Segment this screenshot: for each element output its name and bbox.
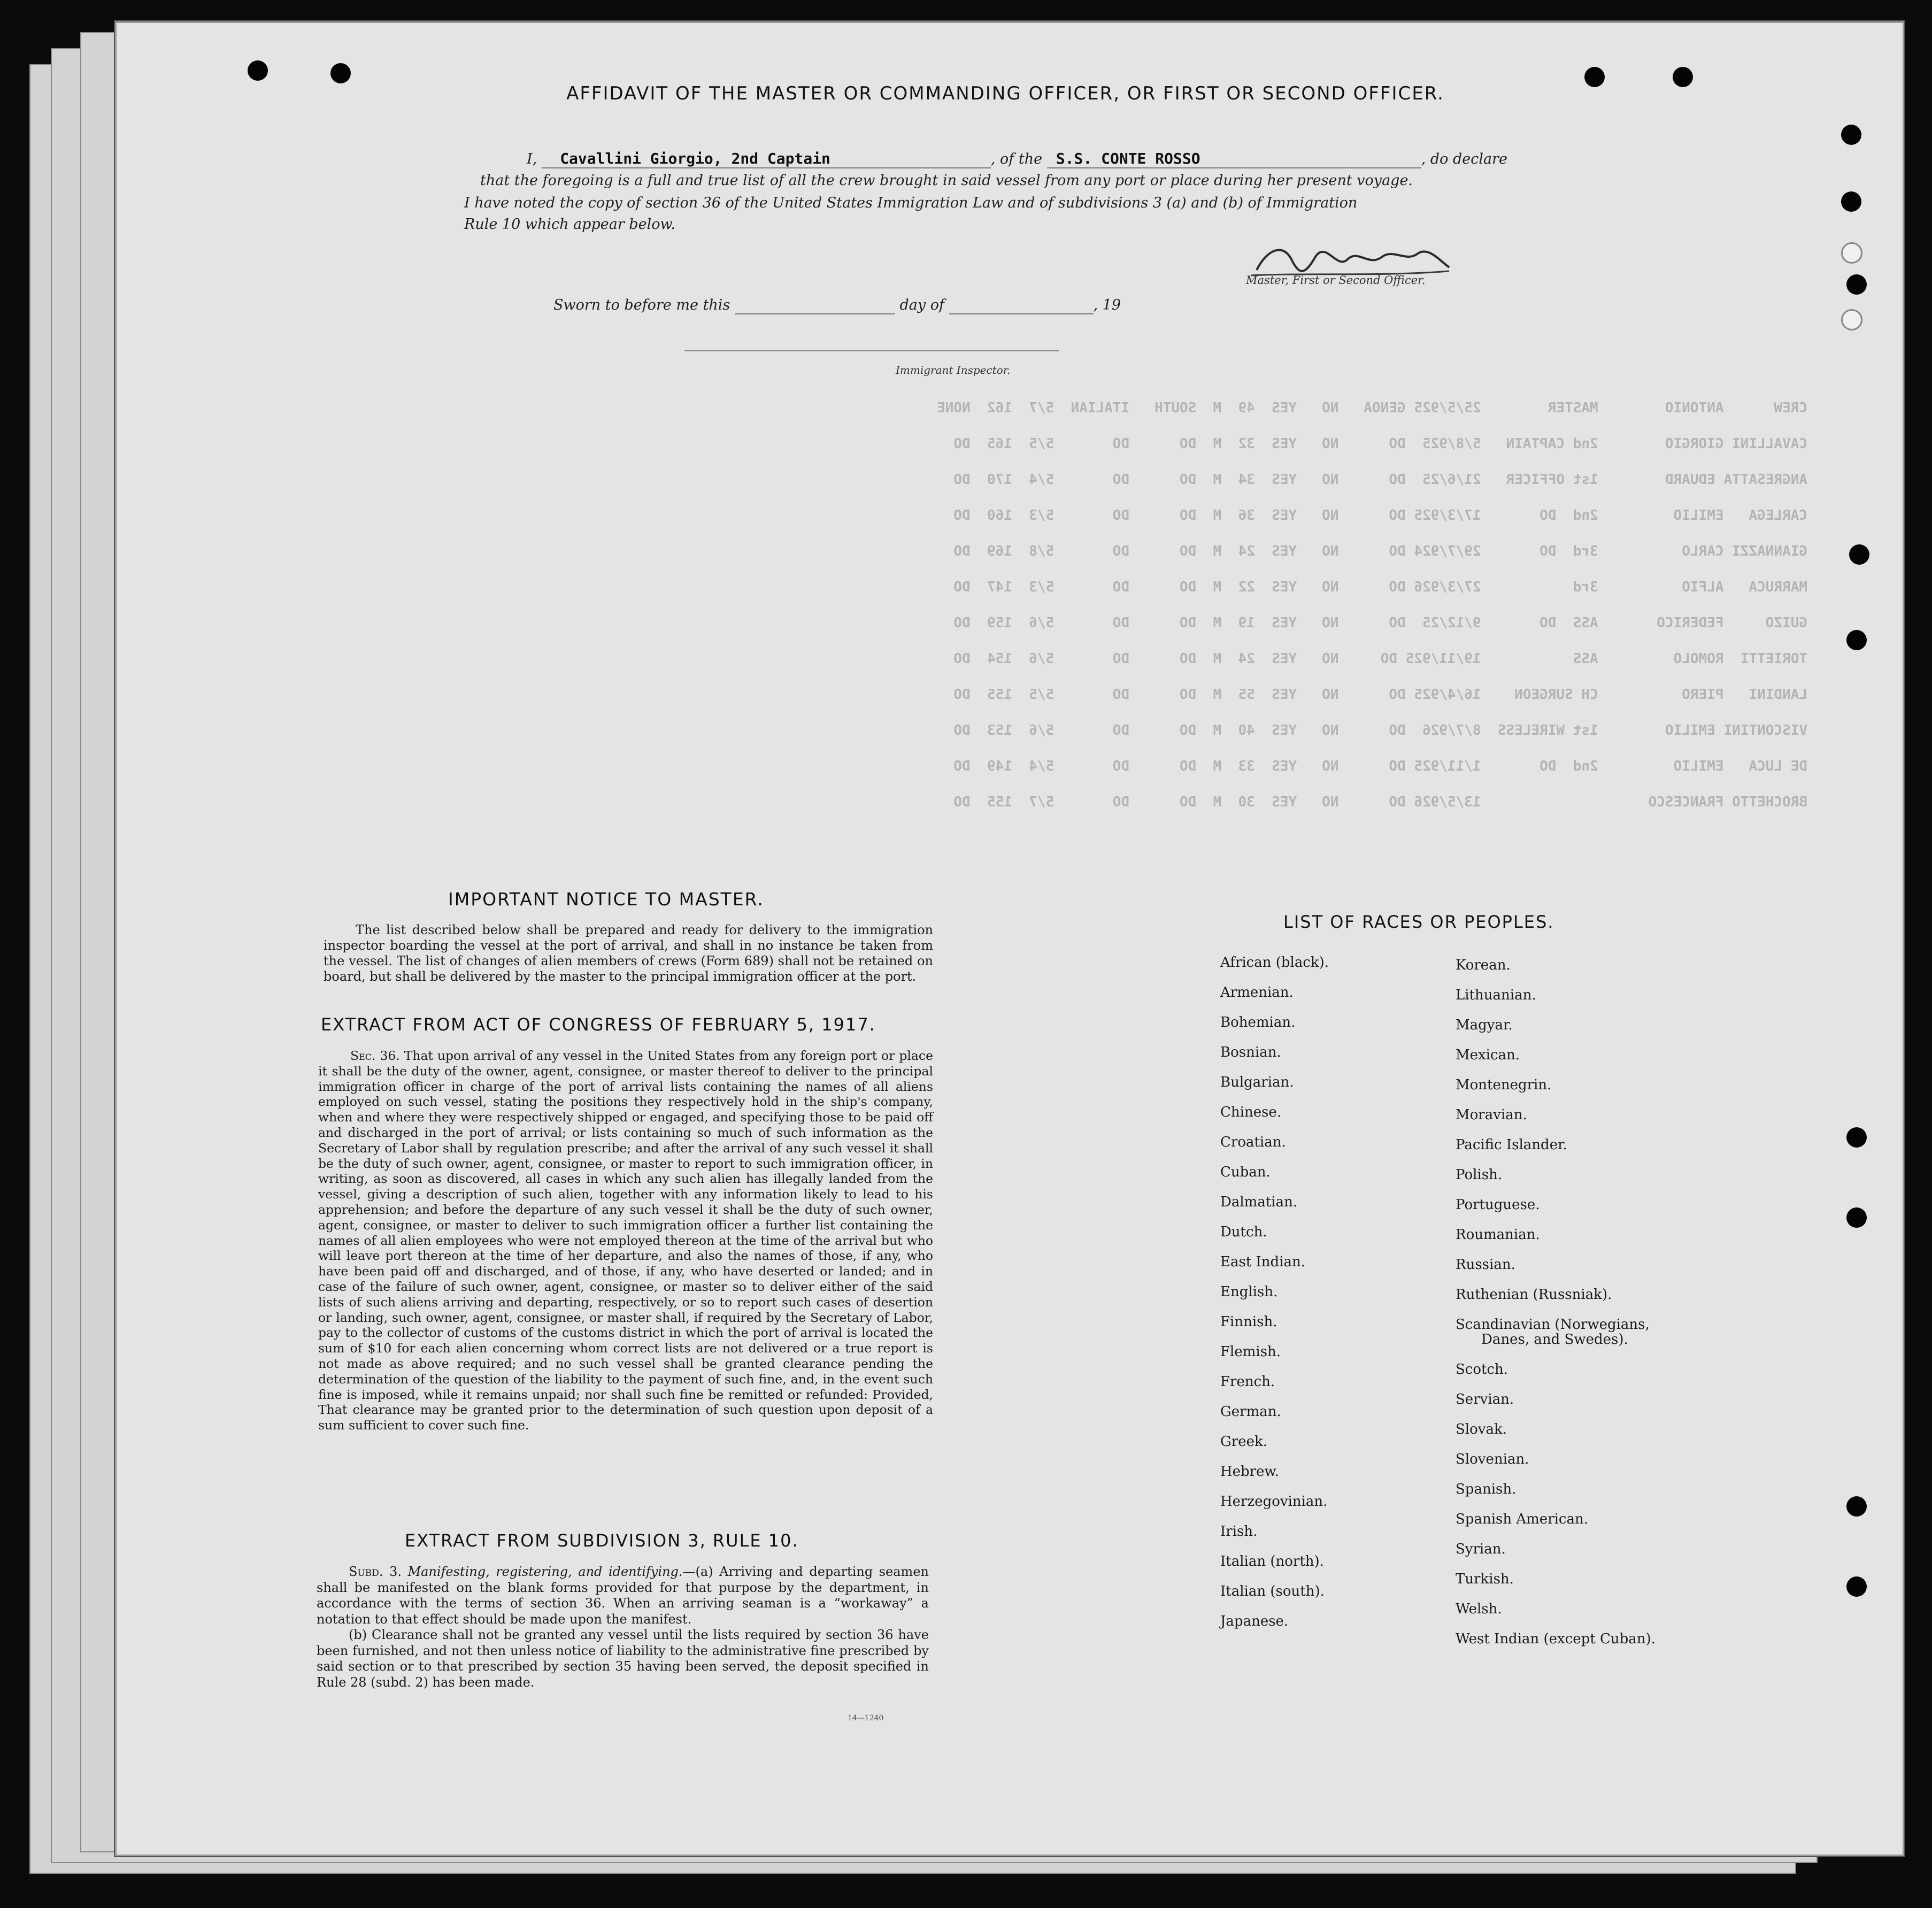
vessel-name: S.S. CONTE ROSSO [1056, 150, 1200, 167]
race-item: Lithuanian. [1456, 987, 1536, 1003]
race-item: Flemish. [1220, 1344, 1281, 1360]
act-text [318, 1048, 933, 1433]
race-item: Italian (south). [1220, 1583, 1325, 1599]
race-item: Herzegovinian. [1220, 1494, 1328, 1510]
punch-hole [1841, 125, 1861, 145]
races-heading: LIST OF RACES OR PEOPLES. [1283, 912, 1554, 932]
race-item: Slovenian. [1456, 1451, 1529, 1467]
race-item: East Indian. [1220, 1254, 1306, 1270]
race-item: Cuban. [1220, 1164, 1271, 1180]
punch-hole [1846, 1127, 1867, 1148]
day-of-label: day of [899, 297, 944, 313]
race-item: Moravian. [1456, 1107, 1527, 1123]
inspector-caption: Immigrant Inspector. [896, 364, 1011, 376]
punch-hole [1846, 630, 1867, 650]
race-item: Dalmatian. [1220, 1194, 1298, 1210]
race-item: Syrian. [1456, 1541, 1506, 1557]
race-item: Ruthenian (Russniak). [1456, 1287, 1612, 1303]
notice-heading: IMPORTANT NOTICE TO MASTER. [448, 889, 764, 910]
declarant-name: Cavallini Giorgio, 2nd Captain [560, 150, 830, 167]
punch-hole [1841, 191, 1861, 212]
of-the-label: , of the [990, 151, 1043, 167]
race-item: Scandinavian (Norwegians, [1456, 1317, 1650, 1333]
rule-paragraph-a: —(a) Arriving and departing seamen shall be manifested on the blank forms provided for that purpose by the department, in accordance with the terms of section 36. When an arriving seaman is a “workaway” a notation to that effect should be made upon the manifest. [317, 1564, 929, 1627]
race-item: Scotch. [1456, 1361, 1508, 1378]
race-item: Hebrew. [1220, 1464, 1279, 1480]
sworn-line [553, 297, 1121, 314]
punch-hole [248, 60, 268, 81]
race-item: Dutch. [1220, 1224, 1267, 1240]
act-paragraph: That upon arrival of any vessel in the United States from any foreign port or place it shall be the duty of the owner, agent, consignee, or master thereof to deliver to the principal immigration officer in charge of the port of arrival lists containing the names of all aliens employed on such vessel, stating the positions they respectively hold in the ship's company, when and where they were respectively shipped or engaged, and specifying those to be paid off and discharged in the port of arrival; or lists containing so much of such information as the Secretary of Labor shall by regulation prescribe; and after the arrival of any such vessel it shall be the duty of such owner, agent, consignee, or master to report to such immigration officer, in writing, as soon as discovered, all cases in which any such alien has illegally landed from the vessel, giving a description of such alien, together with any information likely to lead to his apprehension; and before the departure of any such vessel it shall be the duty of such owner, agent, consignee, or master to deliver to such immigration officer a further list containing the names of all alien employees who were not employed thereon at the time of the arrival but who will leave port thereon at the time of her departure, and also the names of those, if any, who have been paid off and discharged, and of those, if any, who have deserted or landed; and in case of the failure of such owner, agent, consignee, or master so to deliver either of the said lists of such aliens arriving and departing, respectively, or so to report such cases of desertion or landing, such owner, agent, consignee, or master shall, if required by the Secretary of Labor, pay to the collector of customs of the customs district in which the port of arrival is located the sum of $10 for each alien concerning whom correct lists are not delivered or a true report is not made as above required; and no such vessel shall be granted clearance pending the determination of the question of the liability to the payment of such fine, and, in the event such fine is imposed, while it remains unpaid; nor shall such fine be remitted or refunded: Provided, That clearance may be granted prior to the determination of such question upon deposit of a sum sufficient to cover such fine. [318, 1048, 933, 1433]
notice-text [324, 922, 933, 984]
race-item: Korean. [1456, 957, 1511, 973]
race-item: Slovak. [1456, 1421, 1507, 1437]
race-item: Montenegrin. [1456, 1077, 1552, 1093]
notice-paragraph: The list described below shall be prepared and ready for delivery to the immigration inspector boarding the vessel at the port of arrival, and shall in no instance be taken from the vessel. The list of changes of alien members of crews (Form 689) shall not be retained on board, but shall be delivered by the master to the principal immigration officer at the port. [324, 922, 933, 984]
race-item: Turkish. [1456, 1571, 1514, 1587]
vessel-field[interactable] [1047, 150, 1421, 168]
punch-hole [1841, 309, 1862, 330]
race-item: Magyar. [1456, 1017, 1513, 1033]
rule-paragraph-b: (b) Clearance shall not be granted any vessel until the lists required by section 36 have been furnished, and not then unless notice of liability to the administrative fine prescribed by said section or to that prescribed by section 35 having been served, the deposit specified in Rule 28 (subd. 2) has been made. [317, 1627, 929, 1690]
i-label: I, [527, 151, 537, 167]
race-item: French. [1220, 1374, 1275, 1390]
year-label: , 19 [1093, 297, 1121, 313]
race-item: Portuguese. [1456, 1197, 1540, 1213]
race-item: Servian. [1456, 1391, 1514, 1407]
race-item: Spanish. [1456, 1481, 1517, 1497]
bleed-through-crew-list: CREW ANTONIO MASTER 25/5/925 GENOA NO YES 49 M SOUTH ITALIAN 5/7 162 NONE CAVALLINI GIORGIO 2nd CAPTAIN 5/8/925 DO NO YES 32 M DO DO 5/5 165 DO ANGRESATTA EDUARD 1st OFFICER 21/6/25 DO NO YES 34 M DO DO 5/4 170 DO CARLEGA EMILIO 2nd DO 17/3/925 DO NO YES 36 M DO DO 5/3 160 DO GIANNAZZI CARLO 3rd DO 29/7/924 DO NO YES 24 M DO DO 5/8 169 DO MARRUCA ALFIO 3rd 27/3/926 DO NO YES 22 M DO DO 5/3 147 DO GUIZO FEDERICO ASS DO 9/12/25 DO NO YES 19 M DO DO 5/6 159 DO TORIETTI ROMOLO ASS 19/11/925 DO NO YES 24 M DO DO 5/6 154 DO LANDINI PIERO CH SURGEON 16/4/925 DO NO YES 55 M DO DO 5/5 155 DO VISCONTINI EMILIO 1st WIRELESS 8/7/926 DO NO YES 40 M DO DO 5/6 153 DO DE LUCA EMILIO 2nd DO 1/11/925 DO NO YES 33 M DO DO 5/4 149 DO BROCHETTO FRANCESCO 13/5/926 DO NO YES 30 M DO DO 5/7 155 DO [937, 400, 1807, 810]
affidavit-line-1 [527, 150, 1507, 168]
race-item: Pacific Islander. [1456, 1137, 1567, 1153]
do-declare-label: , do declare [1421, 151, 1507, 167]
race-item: Bohemian. [1220, 1014, 1296, 1030]
affidavit-line-3: I have noted the copy of section 36 of the United States Immigration Law and of subdivisions 3 (a) and (b) of Immigration [464, 195, 1358, 211]
affidavit-line-2: that the foregoing is a full and true list of all the crew brought in said vessel from any port or place during her present voyage. [480, 172, 1413, 189]
race-item: Bulgarian. [1220, 1074, 1294, 1090]
race-item: Finnish. [1220, 1314, 1277, 1330]
race-item: German. [1220, 1404, 1281, 1420]
sec-label: Sec. 36. [350, 1048, 400, 1063]
race-item: Greek. [1220, 1434, 1267, 1450]
act-heading: EXTRACT FROM ACT OF CONGRESS OF FEBRUARY 5, 1917. [321, 1014, 876, 1035]
race-item: West Indian (except Cuban). [1456, 1631, 1656, 1647]
rule-heading: EXTRACT FROM SUBDIVISION 3, RULE 10. [405, 1530, 799, 1551]
inspector-signature-line[interactable] [684, 350, 1059, 351]
rule-text [317, 1564, 929, 1690]
race-item: Russian. [1456, 1257, 1515, 1273]
affidavit-title: AFFIDAVIT OF THE MASTER OR COMMANDING OFFICER, OR FIRST OR SECOND OFFICER. [566, 83, 1444, 104]
punch-hole [1846, 1576, 1867, 1597]
sworn-month-field[interactable] [949, 297, 1094, 314]
race-item: Danes, and Swedes). [1481, 1332, 1628, 1348]
subd-title: Manifesting, registering, and identifying. [407, 1564, 683, 1579]
race-item: Welsh. [1456, 1601, 1502, 1617]
affidavit-line-4: Rule 10 which appear below. [464, 216, 675, 233]
punch-hole [330, 63, 351, 83]
punch-hole [1849, 544, 1869, 565]
race-item: Croatian. [1220, 1134, 1286, 1150]
race-item: Bosnian. [1220, 1044, 1281, 1060]
race-item: Roumanian. [1456, 1227, 1540, 1243]
punch-hole [1841, 242, 1862, 264]
race-item: Japanese. [1220, 1613, 1289, 1629]
signature-caption: Master, First or Second Officer. [1246, 274, 1426, 287]
race-item: Irish. [1220, 1524, 1258, 1540]
race-item: English. [1220, 1284, 1278, 1300]
punch-hole [1846, 1207, 1867, 1228]
sworn-day-field[interactable] [735, 297, 895, 314]
race-item: Italian (north). [1220, 1553, 1324, 1570]
race-item: African (black). [1220, 955, 1329, 971]
punch-hole [1846, 274, 1867, 295]
race-item: Chinese. [1220, 1104, 1282, 1120]
race-item: Mexican. [1456, 1047, 1520, 1063]
race-item: Armenian. [1220, 984, 1294, 1001]
punch-hole [1673, 67, 1693, 87]
race-item: Polish. [1456, 1167, 1503, 1183]
race-item: Spanish American. [1456, 1511, 1589, 1527]
form-number: 14—1240 [848, 1714, 884, 1722]
punch-hole [1584, 67, 1605, 87]
sworn-label: Sworn to before me this [553, 297, 730, 313]
subd-label: Subd. 3. [349, 1564, 402, 1579]
punch-hole [1846, 1496, 1867, 1517]
declarant-field[interactable] [542, 150, 991, 168]
